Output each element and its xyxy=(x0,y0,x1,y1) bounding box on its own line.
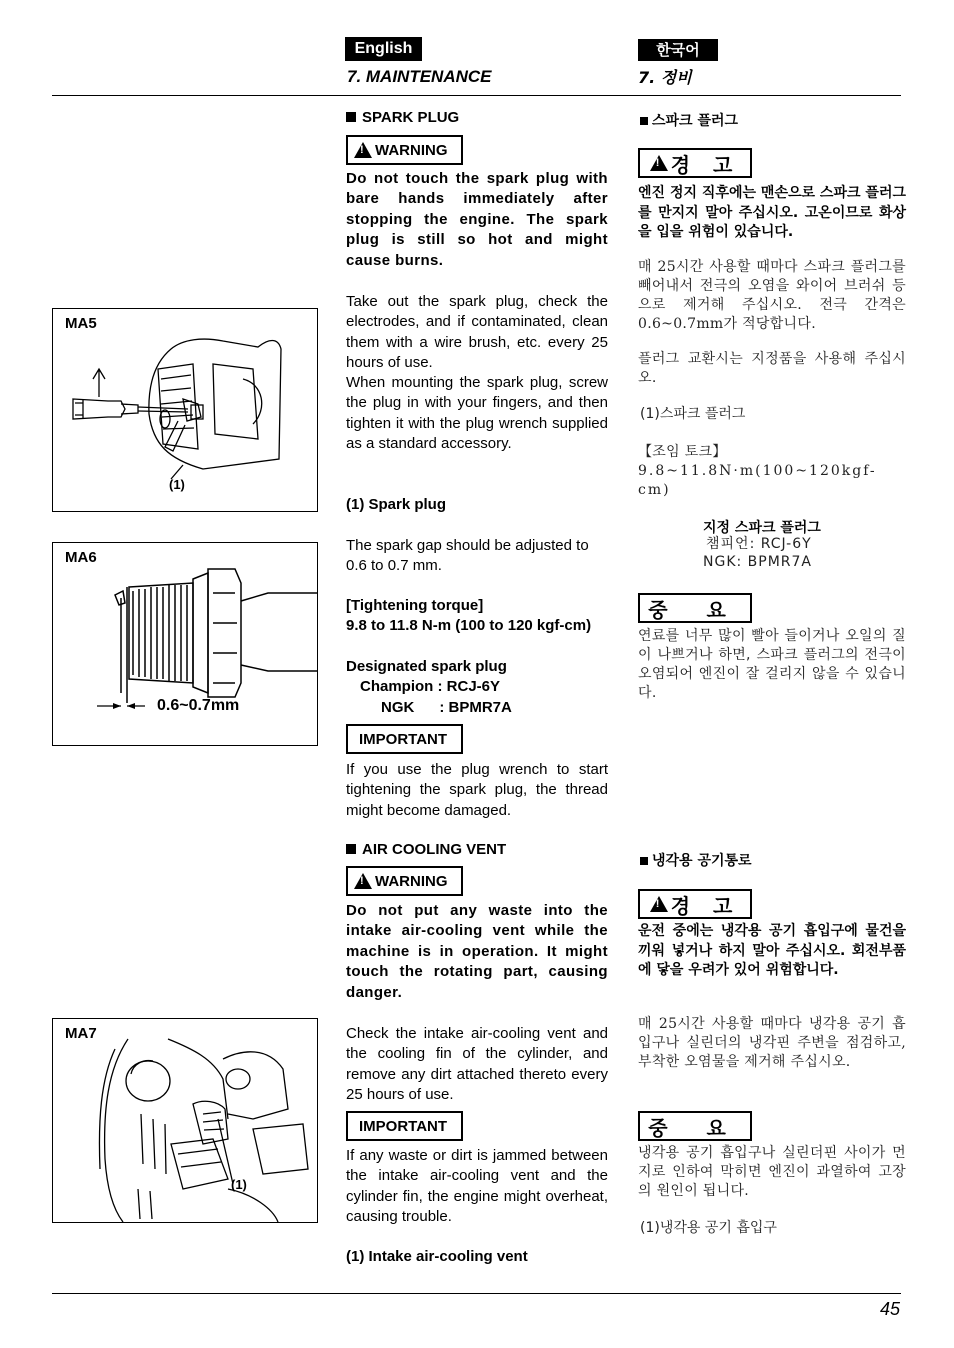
spark-body-2: When mounting the spark plug, screw the plug in with your fingers, and then tighten it with the plug wrench supplied as a standard accessory. xyxy=(346,374,608,453)
bullet-square-icon xyxy=(346,844,356,854)
header-rule xyxy=(52,95,901,96)
spark-warning-text: Do not touch the spark plug with bare hands immediately after stopping the engine. The spark plug is still so hot and might cause burns. xyxy=(346,170,608,269)
designated-label: Designated spark plug xyxy=(346,658,507,675)
warning-label: ! WARNING xyxy=(346,866,463,896)
figure-label: MA6 xyxy=(65,549,97,566)
ko-spark-warning-text: 엔진 정지 직후에는 맨손으로 스파크 플러그를 만지지 말아 주십시오. 고온이므로 화상을 입을 위험이 있습니다. xyxy=(638,185,906,240)
spark-body-1: Take out the spark plug, check the electrodes, and if contaminated, clean them with a wire brush, etc. every 25 hours of use. xyxy=(346,293,608,372)
callout-1: (1) xyxy=(231,1177,247,1192)
ko-section-title: 7. 정비 xyxy=(638,68,692,87)
ko-important-label: 중 요 xyxy=(638,1111,752,1141)
english-tag: English xyxy=(345,37,422,61)
page-number: 45 xyxy=(879,1299,900,1319)
figure-label: MA7 xyxy=(65,1025,97,1042)
spark-gap-text: The spark gap should be adjusted to 0.6 to 0.7 mm. xyxy=(346,537,589,575)
ko-spark-heading: 스파크 플러그 xyxy=(640,110,738,130)
warning-triangle-icon xyxy=(354,142,372,158)
spark-plug-removal-illustration xyxy=(53,309,317,511)
ko-torque-value: 9.8~11.8N·m(100~120kgf-cm) xyxy=(638,463,877,498)
ko-spark-body: 매 25시간 사용할 때마다 스파크 플러그를 빼어내서 전극의 오염을 와이어 브러쉬 등으로 제거해 주십시오. 전극 간격은 0.6~0.7mm가 적당합니다. xyxy=(638,259,906,332)
ko-designated-label: 지정 스파크 플러그 xyxy=(703,520,821,536)
korean-tag: 한국어 xyxy=(638,39,718,61)
ko-vent-important-text: 냉각용 공기 흡입구나 실린더핀 사이가 먼지로 인하여 막히면 엔진이 과열하여 고장의 원인이 됩니다. xyxy=(638,1145,906,1199)
vent-body: Check the intake air-cooling vent and the cooling fin of the cylinder, and remove any dirt attached thereto every 25 hours of use. xyxy=(346,1025,608,1104)
callout-1: (1) xyxy=(169,477,185,492)
warning-triangle-icon xyxy=(354,873,372,889)
ko-spark-important-text: 연료를 너무 많이 빨아 들이거나 오일의 질이 나쁘거나 하면, 스파크 플러그의 전극이 오염되어 엔진이 잘 걸리지 않을 수 있습니다. xyxy=(638,628,906,701)
warning-label: ! WARNING xyxy=(346,135,463,165)
ko-spark-body-2: 플러그 교환시는 지정품을 사용해 주십시오. xyxy=(638,351,906,386)
ko-vent-body: 매 25시간 사용할 때마다 냉각용 공기 흡입구나 실린더의 냉각핀 주변을 점검하고, 부착한 오염물을 제거해 주십시오. xyxy=(638,1016,906,1070)
vent-caption: (1) Intake air-cooling vent xyxy=(346,1248,528,1265)
en-section-title: 7. MAINTENANCE xyxy=(347,67,492,86)
air-vent-illustration xyxy=(53,1019,317,1222)
torque-value: 9.8 to 11.8 N-m (100 to 120 kgf-cm) xyxy=(346,617,592,634)
vent-warning-text: Do not put any waste into the intake air-cooling vent while the machine is in operation. It might touch the rotating part, causing danger. xyxy=(346,902,608,1001)
ko-spark-caption: (1)스파크 플러그 xyxy=(640,406,746,422)
ko-warning-label: ! 경 고 xyxy=(638,148,752,178)
figure-ma7 xyxy=(52,1018,318,1223)
warning-triangle-icon xyxy=(650,155,668,171)
ko-vent-caption: (1)냉각용 공기 흡입구 xyxy=(640,1220,777,1236)
figure-ma6 xyxy=(52,542,318,746)
torque-label: [Tightening torque] xyxy=(346,597,484,614)
ngk-plug: NGK : BPMR7A xyxy=(381,699,512,716)
air-vent-heading: AIR COOLING VENT xyxy=(346,841,506,858)
important-label: IMPORTANT xyxy=(346,724,463,754)
ko-torque-label: 【조임 토크】 xyxy=(638,444,727,460)
ko-vent-heading: 냉각용 공기통로 xyxy=(640,850,752,870)
spark-important-text: If you use the plug wrench to start tightening the spark plug, the thread might become damaged. xyxy=(346,761,608,819)
vent-important-text: If any waste or dirt is jammed between the intake air-cooling vent and the cylinder fin, the engine might overheat, causing trouble. xyxy=(346,1147,608,1226)
gap-dimension: 0.6~0.7mm xyxy=(157,697,240,714)
champion-plug: Champion : RCJ-6Y xyxy=(360,678,501,695)
ko-ngk: NGK: BPMR7A xyxy=(703,554,813,570)
spark-plug-heading: SPARK PLUG xyxy=(346,109,459,126)
bullet-square-icon xyxy=(346,112,356,122)
figure-ma5 xyxy=(52,308,318,512)
figure-label: MA5 xyxy=(65,315,97,332)
bullet-square-icon xyxy=(640,857,648,865)
bullet-square-icon xyxy=(640,117,648,125)
spark-caption: (1) Spark plug xyxy=(346,496,447,513)
ko-vent-warning-text: 운전 중에는 냉각용 공기 흡입구에 물건을 끼워 넣거나 하지 말아 주십시오. 회전부품에 닿을 우려가 있어 위험합니다. xyxy=(638,923,906,978)
ko-warning-label: ! 경 고 xyxy=(638,889,752,919)
ko-important-label: 중 요 xyxy=(638,593,752,623)
footer-rule xyxy=(52,1293,901,1294)
warning-triangle-icon xyxy=(650,896,668,912)
important-label: IMPORTANT xyxy=(346,1111,463,1141)
ko-champion: 챔피언: RCJ-6Y xyxy=(706,536,812,552)
